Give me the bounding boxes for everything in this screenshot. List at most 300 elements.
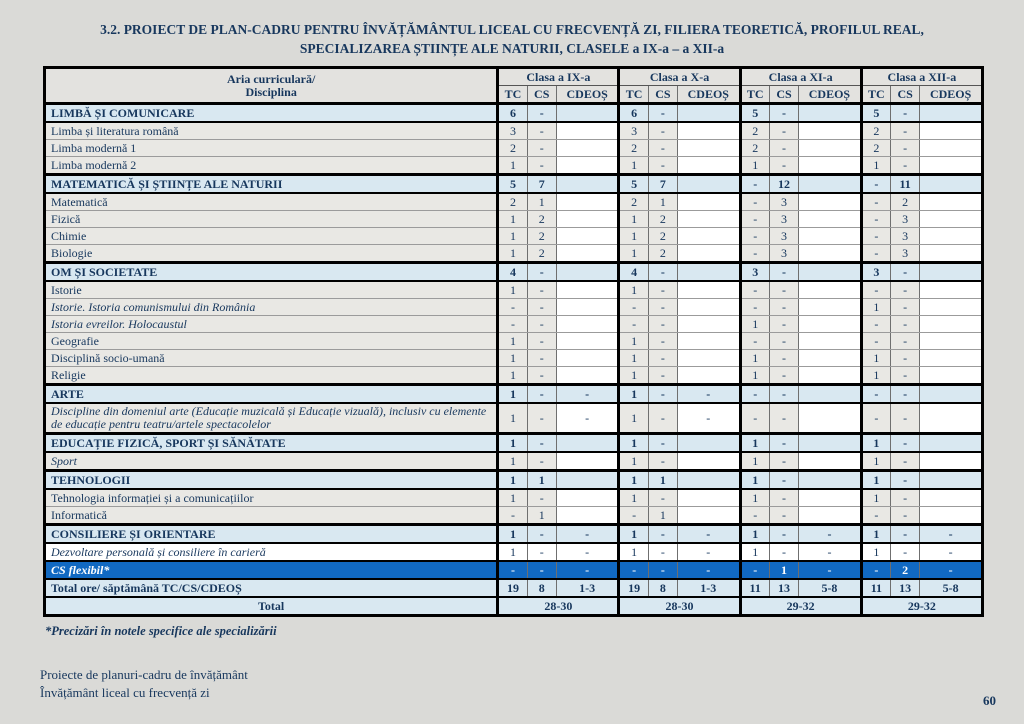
- cdeos-cell: -: [556, 385, 619, 404]
- cdeos-cell: -: [678, 385, 741, 404]
- tc-cell: 1: [619, 525, 648, 544]
- tc-cell: 3: [619, 122, 648, 140]
- cs-cell: -: [769, 434, 798, 453]
- tc-cell: 1: [498, 403, 527, 434]
- table-row: [45, 403, 983, 434]
- cdeos-cell: -: [678, 543, 741, 561]
- cs-cell: 2: [891, 561, 920, 579]
- cdeos-cell: [799, 434, 862, 453]
- cs-cell: -: [527, 543, 556, 561]
- cdeos-cell: [556, 471, 619, 490]
- cs-cell: -: [769, 350, 798, 367]
- cs-cell: 7: [527, 175, 556, 194]
- cdeos-cell: [920, 489, 983, 507]
- tc-cell: 1: [740, 434, 769, 453]
- cs-cell: -: [648, 299, 677, 316]
- discipline-label: Limba modernă 1: [45, 140, 498, 157]
- cs-cell: 3: [769, 228, 798, 245]
- cs-cell: -: [891, 299, 920, 316]
- tc-cell: -: [861, 281, 890, 299]
- tc-cell: 1: [619, 385, 648, 404]
- cs-cell: 12: [769, 175, 798, 194]
- cdeos-cell: [556, 104, 619, 123]
- cdeos-cell: [556, 193, 619, 211]
- tc-cell: 1: [498, 245, 527, 263]
- cdeos-cell: [920, 452, 983, 471]
- cdeos-cell: [678, 245, 741, 263]
- cdeos-cell: -: [920, 561, 983, 579]
- cs-cell: 2: [648, 228, 677, 245]
- cdeos-cell: [920, 471, 983, 490]
- discipline-label: OM ȘI SOCIETATE: [45, 263, 498, 282]
- tc-cell: 1: [619, 350, 648, 367]
- cdeos-cell: [678, 507, 741, 525]
- tc-cell: 1: [619, 489, 648, 507]
- tc-cell: 1: [619, 403, 648, 434]
- cdeos-cell: [556, 507, 619, 525]
- tc-cell: 1: [619, 281, 648, 299]
- tc-cell: 1: [619, 211, 648, 228]
- cdeos-cell: [920, 175, 983, 194]
- cs-cell: 3: [891, 245, 920, 263]
- cdeos-cell: [920, 281, 983, 299]
- tc-cell: -: [861, 193, 890, 211]
- cdeos-cell: -: [556, 403, 619, 434]
- tc-cell: 1: [498, 525, 527, 544]
- cs-cell: -: [891, 452, 920, 471]
- discipline-label: MATEMATICĂ ȘI ȘTIINȚE ALE NATURII: [45, 175, 498, 194]
- table-row: [45, 525, 983, 544]
- tc-cell: 5: [498, 175, 527, 194]
- tc-cell: -: [619, 561, 648, 579]
- cdeos-cell: -: [799, 543, 862, 561]
- cs-cell: -: [891, 140, 920, 157]
- cdeos-cell: [799, 193, 862, 211]
- tc-cell: 1: [498, 350, 527, 367]
- cs-cell: 1: [527, 193, 556, 211]
- cdeos-cell: [556, 452, 619, 471]
- tc-cell: -: [498, 507, 527, 525]
- tc-cell: 1: [740, 471, 769, 490]
- cs-cell: 3: [769, 211, 798, 228]
- cdeos-cell: [799, 333, 862, 350]
- discipline-label: Tehnologia informației și a comunicațiilor: [45, 489, 498, 507]
- cs-cell: -: [527, 489, 556, 507]
- discipline-label: Disciplină socio-umană: [45, 350, 498, 367]
- tc-cell: 1: [861, 543, 890, 561]
- cdeos-cell: [678, 489, 741, 507]
- cs-cell: -: [527, 104, 556, 123]
- cdeos-cell: [678, 471, 741, 490]
- tc-cell: 1: [740, 525, 769, 544]
- cdeos-cell: [678, 157, 741, 175]
- cdeos-cell: [920, 228, 983, 245]
- grand-total-label: Total: [45, 597, 498, 616]
- tc-cell: 1: [498, 543, 527, 561]
- tc-cell: 1: [861, 157, 890, 175]
- tc-cell: -: [740, 245, 769, 263]
- cs-cell: -: [527, 263, 556, 282]
- tc-cell: 6: [498, 104, 527, 123]
- cs-cell: -: [769, 281, 798, 299]
- discipline-label: Istorie: [45, 281, 498, 299]
- cs-cell: 1: [527, 471, 556, 490]
- tc-cell: 1: [861, 350, 890, 367]
- tc-cell: 1: [740, 316, 769, 333]
- cs-cell: -: [527, 316, 556, 333]
- grand-total-value: 29-32: [861, 597, 982, 616]
- cdeos-cell: [920, 333, 983, 350]
- cdeos-cell: [556, 140, 619, 157]
- cs-cell: 11: [891, 175, 920, 194]
- table-row: [45, 104, 983, 123]
- tc-cell: 1: [861, 471, 890, 490]
- cdeos-cell: [799, 471, 862, 490]
- cdeos-cell: [799, 157, 862, 175]
- cdeos-cell: 1-3: [678, 579, 741, 597]
- cdeos-cell: [556, 175, 619, 194]
- cs-cell: 7: [648, 175, 677, 194]
- tc-cell: 1: [740, 350, 769, 367]
- tc-cell: -: [861, 385, 890, 404]
- cdeos-cell: [799, 316, 862, 333]
- tc-cell: -: [740, 281, 769, 299]
- cdeos-cell: -: [556, 561, 619, 579]
- header-cdeos: CDEOȘ: [920, 86, 983, 104]
- cs-cell: -: [648, 403, 677, 434]
- tc-cell: 19: [619, 579, 648, 597]
- cs-cell: -: [769, 489, 798, 507]
- cs-cell: 13: [891, 579, 920, 597]
- tc-cell: 1: [861, 489, 890, 507]
- cs-cell: -: [769, 543, 798, 561]
- cs-cell: 2: [648, 211, 677, 228]
- discipline-label: Limba modernă 2: [45, 157, 498, 175]
- cdeos-cell: [678, 228, 741, 245]
- cs-cell: 2: [527, 211, 556, 228]
- footer-line2: Învățământ liceal cu frecvență zi: [40, 684, 210, 700]
- cs-cell: -: [648, 122, 677, 140]
- cdeos-cell: [678, 367, 741, 385]
- cdeos-cell: [556, 122, 619, 140]
- cs-cell: -: [769, 140, 798, 157]
- tc-cell: 1: [498, 333, 527, 350]
- table-header: [45, 68, 983, 104]
- header-aria-curriculara: [45, 68, 498, 104]
- cdeos-cell: 5-8: [920, 579, 983, 597]
- cdeos-cell: [556, 245, 619, 263]
- table-row: [45, 385, 983, 404]
- cs-cell: 3: [769, 245, 798, 263]
- cs-cell: -: [648, 157, 677, 175]
- tc-cell: 1: [498, 452, 527, 471]
- cdeos-cell: [920, 367, 983, 385]
- cdeos-cell: [678, 434, 741, 453]
- table-row: [45, 299, 983, 316]
- cdeos-cell: [678, 193, 741, 211]
- cdeos-cell: [920, 211, 983, 228]
- cs-cell: -: [648, 281, 677, 299]
- cs-cell: -: [769, 385, 798, 404]
- table-row: [45, 175, 983, 194]
- cdeos-cell: -: [678, 561, 741, 579]
- cdeos-cell: -: [799, 561, 862, 579]
- tc-cell: 1: [619, 452, 648, 471]
- header-col1-line2: Disciplina: [245, 84, 297, 99]
- tc-cell: 11: [861, 579, 890, 597]
- cs-cell: 3: [769, 193, 798, 211]
- cdeos-cell: [556, 350, 619, 367]
- cdeos-cell: [799, 228, 862, 245]
- cs-cell: -: [648, 385, 677, 404]
- cdeos-cell: -: [556, 543, 619, 561]
- header-tc: TC: [740, 86, 769, 104]
- tc-cell: 5: [619, 175, 648, 194]
- cdeos-cell: [799, 140, 862, 157]
- cs-cell: -: [891, 525, 920, 544]
- cs-cell: -: [648, 316, 677, 333]
- tc-cell: 1: [619, 367, 648, 385]
- table-row: [45, 367, 983, 385]
- page-title-line2: SPECIALIZAREA ȘTIINȚE ALE NATURII, CLASELE a IX-a – a XII-a: [299, 40, 725, 56]
- cs-cell: -: [527, 561, 556, 579]
- cs-cell: -: [648, 104, 677, 123]
- grand-total-value: 28-30: [619, 597, 740, 616]
- footer-line1: Proiecte de planuri-cadru de învățământ: [40, 667, 248, 682]
- tc-cell: -: [740, 507, 769, 525]
- tc-cell: 1: [619, 471, 648, 490]
- tc-cell: -: [740, 385, 769, 404]
- header-col1-line1: Aria curriculară/: [227, 71, 316, 86]
- cs-cell: 1: [769, 561, 798, 579]
- discipline-label: LIMBĂ ȘI COMUNICARE: [45, 104, 498, 123]
- discipline-label: Total ore/ săptămână TC/CS/CDEOȘ: [45, 579, 498, 597]
- tc-cell: 2: [498, 193, 527, 211]
- cdeos-cell: [556, 211, 619, 228]
- cs-cell: -: [527, 385, 556, 404]
- header-cs: CS: [527, 86, 556, 104]
- tc-cell: 4: [619, 263, 648, 282]
- cs-cell: -: [891, 350, 920, 367]
- cdeos-cell: [920, 434, 983, 453]
- tc-cell: 1: [498, 211, 527, 228]
- cdeos-cell: [556, 157, 619, 175]
- cs-cell: -: [891, 281, 920, 299]
- cdeos-cell: [799, 299, 862, 316]
- tc-cell: -: [861, 316, 890, 333]
- cdeos-cell: -: [799, 525, 862, 544]
- cs-cell: -: [527, 452, 556, 471]
- tc-cell: 1: [619, 228, 648, 245]
- tc-cell: 5: [861, 104, 890, 123]
- cdeos-cell: [678, 211, 741, 228]
- cdeos-cell: [920, 140, 983, 157]
- tc-cell: 1: [619, 543, 648, 561]
- cs-cell: -: [648, 452, 677, 471]
- cdeos-cell: -: [920, 525, 983, 544]
- cdeos-cell: [920, 299, 983, 316]
- cdeos-cell: [678, 175, 741, 194]
- tc-cell: 1: [498, 281, 527, 299]
- cdeos-cell: -: [678, 525, 741, 544]
- tc-cell: 2: [861, 122, 890, 140]
- tc-cell: -: [498, 299, 527, 316]
- tc-cell: -: [861, 403, 890, 434]
- table-row: [45, 543, 983, 561]
- cs-cell: -: [891, 263, 920, 282]
- table-row: [45, 489, 983, 507]
- tc-cell: 2: [861, 140, 890, 157]
- cs-cell: -: [891, 543, 920, 561]
- table-row: [45, 507, 983, 525]
- table-row: [45, 434, 983, 453]
- cdeos-cell: [920, 385, 983, 404]
- tc-cell: 2: [740, 122, 769, 140]
- tc-cell: 3: [498, 122, 527, 140]
- cs-cell: -: [648, 489, 677, 507]
- cdeos-cell: [678, 281, 741, 299]
- cs-cell: -: [648, 263, 677, 282]
- curriculum-table-wrap: [43, 66, 984, 639]
- table-row: [45, 263, 983, 282]
- table-row: [45, 316, 983, 333]
- cdeos-cell: [920, 157, 983, 175]
- cdeos-cell: [556, 263, 619, 282]
- cs-cell: -: [527, 281, 556, 299]
- tc-cell: -: [861, 333, 890, 350]
- tc-cell: -: [740, 228, 769, 245]
- cs-cell: -: [527, 367, 556, 385]
- cdeos-cell: [920, 350, 983, 367]
- cs-cell: -: [527, 299, 556, 316]
- cs-cell: -: [891, 122, 920, 140]
- cdeos-cell: [799, 245, 862, 263]
- grand-total-row: [45, 597, 983, 616]
- tc-cell: 1: [619, 245, 648, 263]
- cdeos-cell: [920, 316, 983, 333]
- tc-cell: 1: [498, 471, 527, 490]
- tc-cell: -: [498, 561, 527, 579]
- tc-cell: -: [740, 193, 769, 211]
- discipline-label: CONSILIERE ȘI ORIENTARE: [45, 525, 498, 544]
- tc-cell: -: [740, 403, 769, 434]
- tc-cell: -: [619, 299, 648, 316]
- discipline-label: Limba și literatura română: [45, 122, 498, 140]
- table-row: [45, 579, 983, 597]
- table-row: [45, 140, 983, 157]
- cs-cell: -: [769, 452, 798, 471]
- tc-cell: 2: [498, 140, 527, 157]
- table-row: [45, 471, 983, 490]
- cdeos-cell: [799, 211, 862, 228]
- tc-cell: 1: [861, 452, 890, 471]
- cs-cell: -: [891, 367, 920, 385]
- cdeos-cell: [920, 104, 983, 123]
- tc-cell: -: [861, 245, 890, 263]
- cdeos-cell: [678, 104, 741, 123]
- tc-cell: 1: [498, 367, 527, 385]
- cdeos-cell: [678, 333, 741, 350]
- tc-cell: -: [498, 316, 527, 333]
- cs-cell: 8: [527, 579, 556, 597]
- cs-cell: 3: [891, 228, 920, 245]
- cdeos-cell: [799, 507, 862, 525]
- tc-cell: 1: [498, 157, 527, 175]
- cs-cell: -: [769, 104, 798, 123]
- cs-cell: 1: [648, 507, 677, 525]
- cdeos-cell: [799, 350, 862, 367]
- tc-cell: 1: [619, 157, 648, 175]
- cs-cell: -: [891, 104, 920, 123]
- cs-cell: -: [648, 350, 677, 367]
- cs-cell: -: [769, 471, 798, 490]
- cs-cell: -: [769, 403, 798, 434]
- cs-cell: -: [527, 122, 556, 140]
- cs-cell: 8: [648, 579, 677, 597]
- cdeos-cell: [556, 228, 619, 245]
- tc-cell: 6: [619, 104, 648, 123]
- tc-cell: 1: [861, 299, 890, 316]
- discipline-label: Informatică: [45, 507, 498, 525]
- tc-cell: 1: [861, 434, 890, 453]
- cs-cell: -: [527, 350, 556, 367]
- header-cs: CS: [648, 86, 677, 104]
- page-title: [0, 0, 1024, 59]
- cs-cell: 1: [648, 193, 677, 211]
- cs-cell: 1: [527, 507, 556, 525]
- cs-cell: -: [891, 157, 920, 175]
- table-row: [45, 228, 983, 245]
- cdeos-cell: 1-3: [556, 579, 619, 597]
- cs-cell: -: [648, 543, 677, 561]
- header-cs: CS: [769, 86, 798, 104]
- tc-cell: 1: [740, 452, 769, 471]
- cs-cell: -: [891, 333, 920, 350]
- table-row: [45, 281, 983, 299]
- cs-cell: -: [648, 333, 677, 350]
- header-clasa-xi: Clasa a XI-a: [740, 68, 861, 86]
- table-row: [45, 122, 983, 140]
- header-cdeos: CDEOȘ: [678, 86, 741, 104]
- cs-cell: -: [769, 157, 798, 175]
- cs-cell: -: [769, 316, 798, 333]
- discipline-label: Istoria evreilor. Holocaustul: [45, 316, 498, 333]
- cdeos-cell: 5-8: [799, 579, 862, 597]
- table-body: [45, 104, 983, 616]
- cs-cell: -: [769, 299, 798, 316]
- tc-cell: 5: [740, 104, 769, 123]
- table-row: [45, 452, 983, 471]
- cs-cell: 3: [891, 211, 920, 228]
- tc-cell: 1: [861, 525, 890, 544]
- cdeos-cell: [678, 263, 741, 282]
- cdeos-cell: [920, 193, 983, 211]
- tc-cell: 1: [498, 228, 527, 245]
- cdeos-cell: -: [920, 543, 983, 561]
- cs-cell: -: [891, 316, 920, 333]
- header-clasa-xii: Clasa a XII-a: [861, 68, 982, 86]
- tc-cell: 1: [861, 367, 890, 385]
- cdeos-cell: [920, 122, 983, 140]
- tc-cell: 1: [619, 434, 648, 453]
- cs-cell: -: [527, 403, 556, 434]
- header-tc: TC: [619, 86, 648, 104]
- cs-cell: -: [769, 367, 798, 385]
- cdeos-cell: [556, 316, 619, 333]
- tc-cell: 2: [619, 140, 648, 157]
- cs-cell: 2: [648, 245, 677, 263]
- cdeos-cell: [799, 385, 862, 404]
